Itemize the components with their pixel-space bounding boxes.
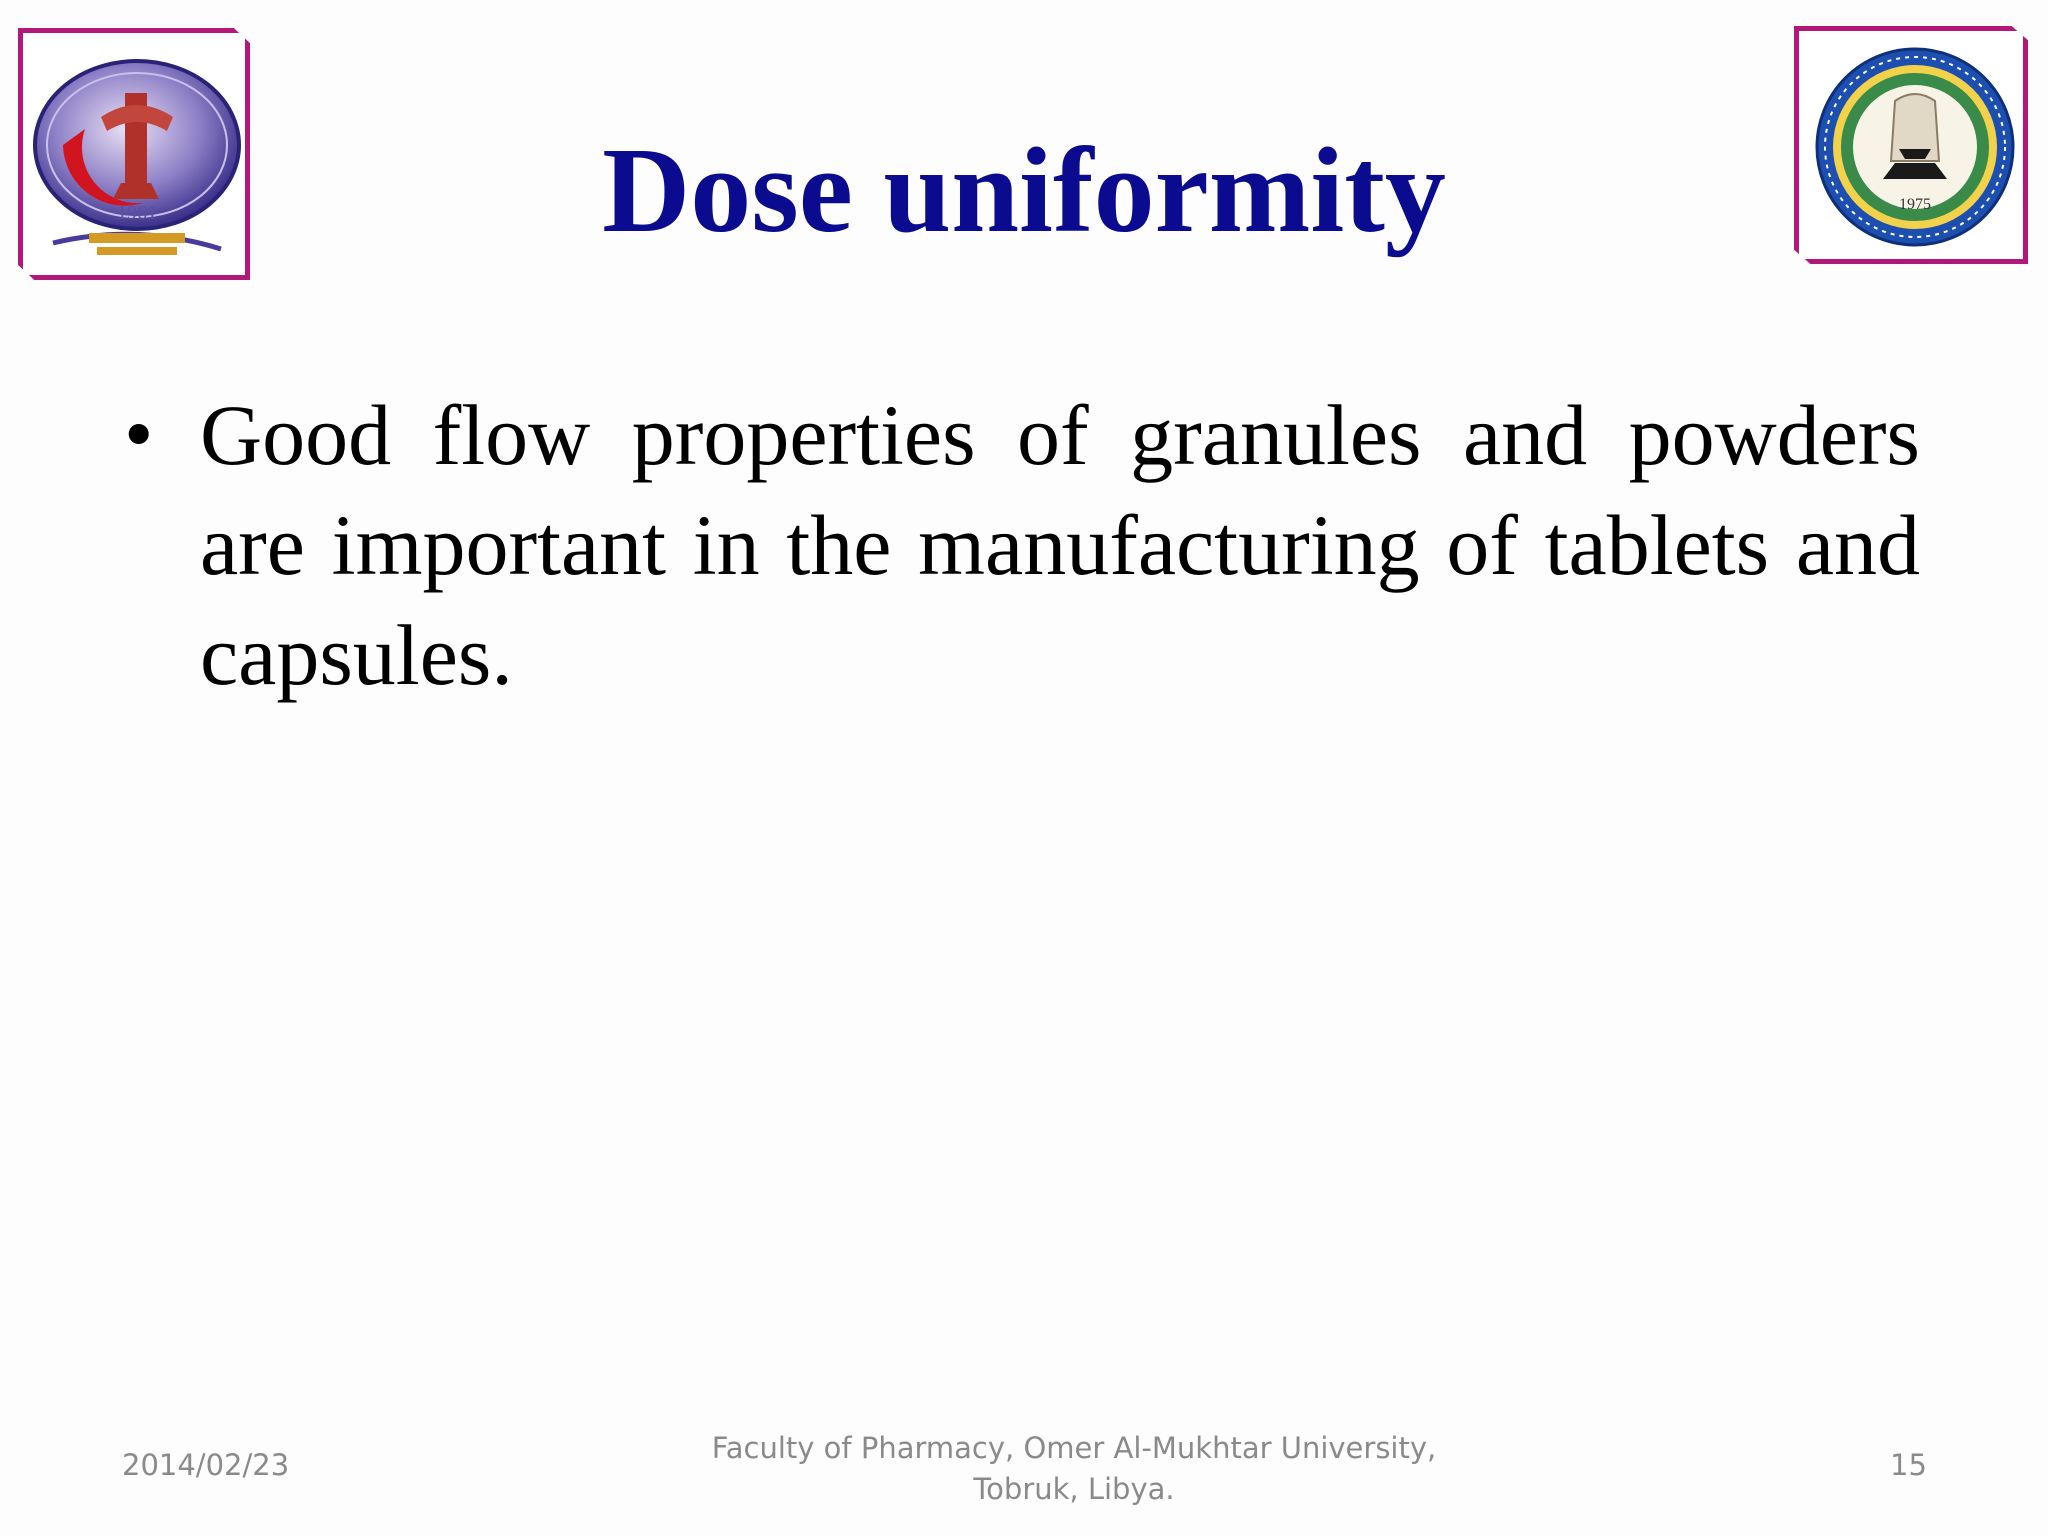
svg-text:1975: 1975 xyxy=(1899,196,1931,213)
svg-text:1961: 1961 xyxy=(117,202,157,224)
bullet-item xyxy=(118,380,1920,710)
bullet-marker: • xyxy=(124,388,154,481)
footer-date: 2014/02/23 xyxy=(122,1448,290,1482)
page-number: 15 xyxy=(1890,1448,1927,1482)
slide-title: Dose uniformity xyxy=(602,123,1446,258)
footer-institution-line1: Faculty of Pharmacy, Omer Al-Mukhtar University, xyxy=(711,1431,1437,1465)
footer-institution xyxy=(674,1428,1474,1510)
footer-institution-line2: Tobruk, Libya. xyxy=(973,1472,1175,1506)
slide-content xyxy=(118,380,1920,710)
bullet-text: Good flow properties of granules and powders are important in the manufacturing of tablets and capsules. xyxy=(200,387,1920,703)
